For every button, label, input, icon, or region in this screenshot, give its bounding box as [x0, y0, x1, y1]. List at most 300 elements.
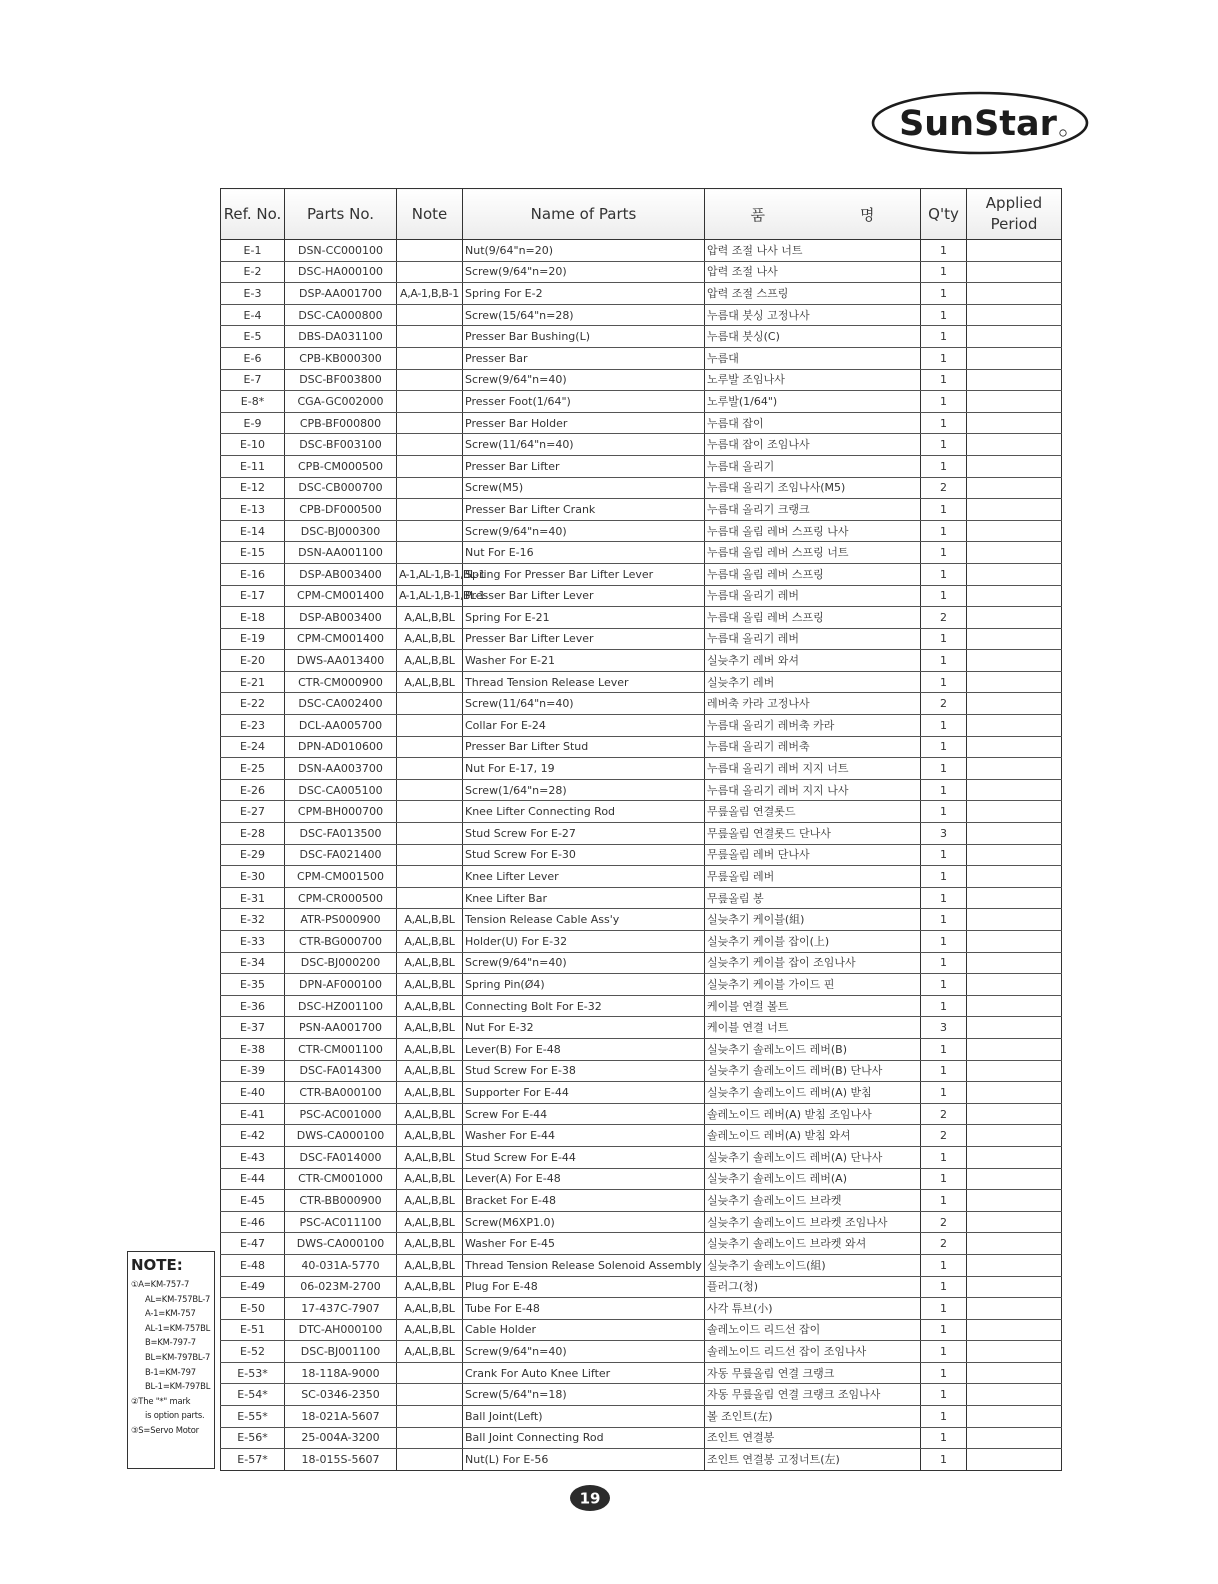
parts-no-cell: CPM-CM001400	[285, 628, 397, 650]
part-name-cell: Screw(9/64"n=40)	[463, 369, 705, 391]
note-cell: A,AL,B,BL	[397, 995, 463, 1017]
part-name-cell: Knee Lifter Connecting Rod	[463, 801, 705, 823]
note-cell: A,AL,B,BL	[397, 628, 463, 650]
part-name-cell: Holder(U) For E-32	[463, 931, 705, 953]
note-cell: A,AL,B,BL	[397, 671, 463, 693]
applied-period-cell	[967, 1427, 1062, 1449]
parts-no-cell: CPB-KB000300	[285, 347, 397, 369]
part-name-cell: Ball Joint Connecting Rod	[463, 1427, 705, 1449]
applied-period-cell	[967, 909, 1062, 931]
part-name-cell: Presser Bar Lifter	[463, 455, 705, 477]
qty-cell: 1	[921, 1060, 967, 1082]
korean-name-cell: 자동 무릎올림 연결 크랭크	[705, 1362, 921, 1384]
note-cell: A,AL,B,BL	[397, 974, 463, 996]
table-row	[221, 1449, 1062, 1471]
qty-cell: 1	[921, 412, 967, 434]
qty-cell: 1	[921, 369, 967, 391]
ref-no-cell: E-40	[221, 1082, 285, 1104]
table-row	[221, 693, 1062, 715]
table-row	[221, 240, 1062, 262]
applied-period-cell	[967, 1254, 1062, 1276]
table-row	[221, 909, 1062, 931]
note-box	[127, 1251, 215, 1469]
parts-no-cell: DSC-HA000100	[285, 261, 397, 283]
qty-cell: 1	[921, 628, 967, 650]
table-row	[221, 412, 1062, 434]
part-name-cell: Cable Holder	[463, 1319, 705, 1341]
table-row	[221, 887, 1062, 909]
part-name-cell: Presser Bar Lifter Crank	[463, 499, 705, 521]
applied-period-cell	[967, 261, 1062, 283]
parts-no-cell: 40-031A-5770	[285, 1254, 397, 1276]
applied-period-cell	[967, 1038, 1062, 1060]
part-name-cell: Nut For E-32	[463, 1017, 705, 1039]
korean-name-cell: 무릎올림 연결롯드 단나사	[705, 823, 921, 845]
note-cell: A-1,AL-1,B-1,BL-1	[397, 563, 463, 585]
note-line: ①A=KM-757-7	[131, 1279, 190, 1289]
qty-cell: 1	[921, 1341, 967, 1363]
part-name-cell: Stud Screw For E-27	[463, 823, 705, 845]
note-cell: A,AL,B,BL	[397, 1190, 463, 1212]
part-name-cell: Thread Tension Release Lever	[463, 671, 705, 693]
note-cell	[397, 866, 463, 888]
qty-cell: 1	[921, 1449, 967, 1471]
note-cell: A,AL,B,BL	[397, 1060, 463, 1082]
ref-no-cell: E-51	[221, 1319, 285, 1341]
table-row	[221, 974, 1062, 996]
table-row	[221, 434, 1062, 456]
note-cell: A,AL,B,BL	[397, 1319, 463, 1341]
applied-period-cell	[967, 693, 1062, 715]
applied-period-cell	[967, 1362, 1062, 1384]
korean-name-cell: 노루발(1/64")	[705, 391, 921, 413]
korean-name-cell: 압력 조절 스프링	[705, 283, 921, 305]
applied-period-cell	[967, 542, 1062, 564]
table-row	[221, 1362, 1062, 1384]
table-row	[221, 1190, 1062, 1212]
note-title: NOTE:	[131, 1256, 183, 1274]
part-name-cell: Ball Joint(Left)	[463, 1406, 705, 1428]
part-name-cell: Presser Bar Bushing(L)	[463, 326, 705, 348]
table-row	[221, 758, 1062, 780]
korean-name-cell: 케이블 연결 너트	[705, 1017, 921, 1039]
note-cell	[397, 1427, 463, 1449]
table-row	[221, 1254, 1062, 1276]
note-cell: A,AL,B,BL	[397, 1341, 463, 1363]
table-row	[221, 952, 1062, 974]
note-cell	[397, 1449, 463, 1471]
ref-no-cell: E-52	[221, 1341, 285, 1363]
part-name-cell: Stud Screw For E-44	[463, 1146, 705, 1168]
parts-no-cell: DSC-FA021400	[285, 844, 397, 866]
qty-cell: 1	[921, 909, 967, 931]
table-row	[221, 585, 1062, 607]
korean-name-cell: 누름대 올리기 레버축	[705, 736, 921, 758]
applied-period-cell	[967, 1017, 1062, 1039]
qty-cell: 1	[921, 995, 967, 1017]
part-name-cell: Washer For E-44	[463, 1125, 705, 1147]
applied-period-cell	[967, 974, 1062, 996]
note-cell	[397, 240, 463, 262]
qty-cell: 1	[921, 1146, 967, 1168]
part-name-cell: Nut For E-16	[463, 542, 705, 564]
ref-no-cell: E-9	[221, 412, 285, 434]
part-name-cell: Presser Bar Holder	[463, 412, 705, 434]
table-row	[221, 1017, 1062, 1039]
ref-no-cell: E-36	[221, 995, 285, 1017]
parts-no-cell: DSC-FA014300	[285, 1060, 397, 1082]
part-name-cell: Screw(M6XP1.0)	[463, 1211, 705, 1233]
ref-no-cell: E-13	[221, 499, 285, 521]
parts-no-cell: DBS-DA031100	[285, 326, 397, 348]
qty-cell: 2	[921, 1211, 967, 1233]
parts-no-cell: DSP-AA001700	[285, 283, 397, 305]
note-cell: A,AL,B,BL	[397, 952, 463, 974]
qty-cell: 1	[921, 391, 967, 413]
note-line: B-1=KM-797	[145, 1366, 196, 1377]
parts-no-cell: DSC-CA000800	[285, 304, 397, 326]
qty-cell: 1	[921, 520, 967, 542]
ref-no-cell: E-10	[221, 434, 285, 456]
table-row	[221, 520, 1062, 542]
parts-no-cell: DSC-BJ000200	[285, 952, 397, 974]
qty-cell: 1	[921, 283, 967, 305]
table-row	[221, 671, 1062, 693]
note-cell: A,AL,B,BL	[397, 1254, 463, 1276]
part-name-cell: Screw(11/64"n=40)	[463, 693, 705, 715]
parts-no-cell: CPM-CM001500	[285, 866, 397, 888]
note-cell: A,A-1,B,B-1	[397, 283, 463, 305]
qty-cell: 1	[921, 1082, 967, 1104]
table-row	[221, 499, 1062, 521]
table-row	[221, 1427, 1062, 1449]
note-line: ③S=Servo Motor	[131, 1424, 199, 1435]
note-line: AL=KM-757BL-7	[145, 1293, 211, 1304]
ref-no-cell: E-48	[221, 1254, 285, 1276]
parts-no-cell: PSC-AC011100	[285, 1211, 397, 1233]
qty-cell: 2	[921, 693, 967, 715]
qty-cell: 2	[921, 1103, 967, 1125]
table-row	[221, 1211, 1062, 1233]
applied-period-cell	[967, 758, 1062, 780]
part-name-cell: Crank For Auto Knee Lifter	[463, 1362, 705, 1384]
korean-name-cell: 솔레노이드 레버(A) 받침 조임나사	[705, 1103, 921, 1125]
applied-period-cell	[967, 844, 1062, 866]
header-note: Note	[397, 189, 463, 240]
applied-period-cell	[967, 1125, 1062, 1147]
applied-period-cell	[967, 1298, 1062, 1320]
note-cell: A,AL,B,BL	[397, 1233, 463, 1255]
note-line: ②The "*" mark	[131, 1395, 191, 1406]
table-row	[221, 1060, 1062, 1082]
parts-no-cell: CTR-BA000100	[285, 1082, 397, 1104]
ref-no-cell: E-37	[221, 1017, 285, 1039]
korean-name-cell: 누름대 붓싱(C)	[705, 326, 921, 348]
ref-no-cell: E-41	[221, 1103, 285, 1125]
parts-no-cell: 18-118A-9000	[285, 1362, 397, 1384]
ref-no-cell: E-43	[221, 1146, 285, 1168]
part-name-cell: Spring For E-2	[463, 283, 705, 305]
note-cell	[397, 736, 463, 758]
korean-name-cell: 사각 튜브(小)	[705, 1298, 921, 1320]
table-row	[221, 715, 1062, 737]
note-cell	[397, 477, 463, 499]
korean-name-cell: 누름대 올리기 레버축 카라	[705, 715, 921, 737]
korean-name-cell: 압력 조절 나사	[705, 261, 921, 283]
applied-period-cell	[967, 1082, 1062, 1104]
part-name-cell: Presser Bar	[463, 347, 705, 369]
korean-name-cell: 실늦추기 케이블 가이드 핀	[705, 974, 921, 996]
applied-period-cell	[967, 801, 1062, 823]
table-row	[221, 1341, 1062, 1363]
ref-no-cell: E-57*	[221, 1449, 285, 1471]
ref-no-cell: E-18	[221, 607, 285, 629]
korean-name-cell: 실늦추기 솔레노이드 브라켓 조임나사	[705, 1211, 921, 1233]
part-name-cell: Screw(15/64"n=28)	[463, 304, 705, 326]
part-name-cell: Bracket For E-48	[463, 1190, 705, 1212]
ref-no-cell: E-32	[221, 909, 285, 931]
qty-cell: 1	[921, 779, 967, 801]
korean-name-cell: 누름대	[705, 347, 921, 369]
qty-cell: 1	[921, 1319, 967, 1341]
qty-cell: 2	[921, 1233, 967, 1255]
table-row	[221, 391, 1062, 413]
parts-no-cell: DSC-HZ001100	[285, 995, 397, 1017]
table-row	[221, 628, 1062, 650]
parts-no-cell: PSN-AA001700	[285, 1017, 397, 1039]
ref-no-cell: E-17	[221, 585, 285, 607]
parts-no-cell: CTR-CM000900	[285, 671, 397, 693]
korean-name-cell: 누름대 잡이 조임나사	[705, 434, 921, 456]
ref-no-cell: E-50	[221, 1298, 285, 1320]
applied-period-cell	[967, 1211, 1062, 1233]
note-cell: A,AL,B,BL	[397, 1276, 463, 1298]
part-name-cell: Presser Foot(1/64")	[463, 391, 705, 413]
applied-period-cell	[967, 455, 1062, 477]
table-row	[221, 995, 1062, 1017]
table-row	[221, 347, 1062, 369]
table-row	[221, 1168, 1062, 1190]
note-cell	[397, 758, 463, 780]
part-name-cell: Nut(9/64"n=20)	[463, 240, 705, 262]
korean-name-cell: 실늦추기 솔레노이드(組)	[705, 1254, 921, 1276]
part-name-cell: Nut For E-17, 19	[463, 758, 705, 780]
table-row	[221, 326, 1062, 348]
qty-cell: 1	[921, 304, 967, 326]
table-row	[221, 563, 1062, 585]
ref-no-cell: E-38	[221, 1038, 285, 1060]
qty-cell: 2	[921, 477, 967, 499]
ref-no-cell: E-29	[221, 844, 285, 866]
note-cell	[397, 261, 463, 283]
note-cell	[397, 1362, 463, 1384]
note-cell	[397, 844, 463, 866]
applied-period-cell	[967, 477, 1062, 499]
ref-no-cell: E-24	[221, 736, 285, 758]
qty-cell: 3	[921, 823, 967, 845]
note-cell: A,AL,B,BL	[397, 1103, 463, 1125]
korean-name-cell: 누름대 올리기 레버	[705, 628, 921, 650]
table-body	[221, 240, 1062, 1471]
part-name-cell: Presser Bar Lifter Lever	[463, 585, 705, 607]
note-line: B=KM-797-7	[145, 1337, 196, 1348]
note-cell	[397, 693, 463, 715]
parts-no-cell: DSC-BF003100	[285, 434, 397, 456]
korean-name-cell: 누름대 올림 레버 스프링	[705, 607, 921, 629]
applied-period-cell	[967, 369, 1062, 391]
header-period: Period	[990, 215, 1038, 233]
ref-no-cell: E-4	[221, 304, 285, 326]
parts-table	[220, 188, 1062, 1471]
applied-period-cell	[967, 1168, 1062, 1190]
header-name-of-parts: Name of Parts	[463, 189, 705, 240]
korean-name-cell: 누름대 붓싱 고정나사	[705, 304, 921, 326]
note-cell	[397, 369, 463, 391]
korean-name-cell: 누름대 올리기 레버	[705, 585, 921, 607]
applied-period-cell	[967, 1233, 1062, 1255]
part-name-cell: Thread Tension Release Solenoid Assembly	[463, 1254, 705, 1276]
note-cell	[397, 391, 463, 413]
table-row	[221, 455, 1062, 477]
page-number-badge	[568, 1484, 612, 1512]
part-name-cell: Knee Lifter Lever	[463, 866, 705, 888]
part-name-cell: Connecting Bolt For E-32	[463, 995, 705, 1017]
applied-period-cell	[967, 434, 1062, 456]
parts-no-cell: CPM-CM001400	[285, 585, 397, 607]
note-lines	[131, 1277, 211, 1438]
part-name-cell: Lever(B) For E-48	[463, 1038, 705, 1060]
korean-name-cell: 무릎올림 봉	[705, 887, 921, 909]
korean-name-cell: 누름대 올림 레버 스프링 너트	[705, 542, 921, 564]
table-row	[221, 931, 1062, 953]
ref-no-cell: E-34	[221, 952, 285, 974]
korean-name-cell: 누름대 올리기	[705, 455, 921, 477]
applied-period-cell	[967, 736, 1062, 758]
ref-no-cell: E-8*	[221, 391, 285, 413]
qty-cell: 1	[921, 1190, 967, 1212]
korean-name-cell: 실늦추기 솔레노이드 레버(A) 단나사	[705, 1146, 921, 1168]
qty-cell: 1	[921, 974, 967, 996]
ref-no-cell: E-19	[221, 628, 285, 650]
ref-no-cell: E-44	[221, 1168, 285, 1190]
table-row	[221, 477, 1062, 499]
korean-name-cell: 노루발 조임나사	[705, 369, 921, 391]
table-row	[221, 779, 1062, 801]
ref-no-cell: E-25	[221, 758, 285, 780]
qty-cell: 1	[921, 1406, 967, 1428]
qty-cell: 1	[921, 434, 967, 456]
parts-no-cell: DSC-BF003800	[285, 369, 397, 391]
korean-name-cell: 누름대 올리기 크랭크	[705, 499, 921, 521]
table-row	[221, 369, 1062, 391]
korean-name-cell: 누름대 올림 레버 스프링 나사	[705, 520, 921, 542]
ref-no-cell: E-23	[221, 715, 285, 737]
table-row	[221, 650, 1062, 672]
qty-cell: 1	[921, 1168, 967, 1190]
part-name-cell: Presser Bar Lifter Lever	[463, 628, 705, 650]
parts-no-cell: DWS-CA000100	[285, 1233, 397, 1255]
applied-period-cell	[967, 391, 1062, 413]
qty-cell: 2	[921, 1125, 967, 1147]
part-name-cell: Plug For E-48	[463, 1276, 705, 1298]
korean-name-cell: 실늦추기 솔레노이드 레버(B) 단나사	[705, 1060, 921, 1082]
ref-no-cell: E-56*	[221, 1427, 285, 1449]
applied-period-cell	[967, 1103, 1062, 1125]
note-cell	[397, 434, 463, 456]
note-cell: A,AL,B,BL	[397, 1125, 463, 1147]
part-name-cell: Screw(9/64"n=20)	[463, 261, 705, 283]
parts-no-cell: DSC-FA014000	[285, 1146, 397, 1168]
applied-period-cell	[967, 412, 1062, 434]
note-cell: A,AL,B,BL	[397, 1146, 463, 1168]
note-cell	[397, 455, 463, 477]
korean-name-cell: 실늦추기 케이블 잡이(上)	[705, 931, 921, 953]
korean-name-cell: 실늦추기 솔레노이드 레버(A)	[705, 1168, 921, 1190]
korean-name-cell: 실늦추기 레버 와셔	[705, 650, 921, 672]
korean-name-cell: 실늦추기 솔레노이드 브라켓 와셔	[705, 1233, 921, 1255]
qty-cell: 1	[921, 758, 967, 780]
korean-name-cell: 플러그(청)	[705, 1276, 921, 1298]
part-name-cell: Stud Screw For E-38	[463, 1060, 705, 1082]
ref-no-cell: E-47	[221, 1233, 285, 1255]
note-cell	[397, 715, 463, 737]
korean-name-cell: 무릎올림 레버 단나사	[705, 844, 921, 866]
parts-no-cell: CPB-CM000500	[285, 455, 397, 477]
part-name-cell: Stud Screw For E-30	[463, 844, 705, 866]
table-row	[221, 823, 1062, 845]
korean-name-cell: 압력 조절 나사 너트	[705, 240, 921, 262]
note-cell: A,AL,B,BL	[397, 650, 463, 672]
qty-cell: 1	[921, 1427, 967, 1449]
header-ref-no: Ref. No.	[221, 189, 285, 240]
ref-no-cell: E-28	[221, 823, 285, 845]
table-row	[221, 844, 1062, 866]
qty-cell: 1	[921, 326, 967, 348]
qty-cell: 1	[921, 931, 967, 953]
parts-no-cell: 18-015S-5607	[285, 1449, 397, 1471]
part-name-cell: Supporter For E-44	[463, 1082, 705, 1104]
table-row	[221, 261, 1062, 283]
note-cell: A,AL,B,BL	[397, 909, 463, 931]
parts-no-cell: CTR-BB000900	[285, 1190, 397, 1212]
part-name-cell: Knee Lifter Bar	[463, 887, 705, 909]
ref-no-cell: E-11	[221, 455, 285, 477]
applied-period-cell	[967, 823, 1062, 845]
qty-cell: 1	[921, 1038, 967, 1060]
ref-no-cell: E-1	[221, 240, 285, 262]
note-cell	[397, 542, 463, 564]
applied-period-cell	[967, 887, 1062, 909]
table-row	[221, 801, 1062, 823]
table-row	[221, 607, 1062, 629]
korean-name-cell: 조인트 연결봉	[705, 1427, 921, 1449]
applied-period-cell	[967, 866, 1062, 888]
parts-no-cell: SC-0346-2350	[285, 1384, 397, 1406]
parts-no-cell: PSC-AC001000	[285, 1103, 397, 1125]
ref-no-cell: E-3	[221, 283, 285, 305]
note-cell	[397, 347, 463, 369]
part-name-cell: Spring For E-21	[463, 607, 705, 629]
parts-no-cell: DWS-AA013400	[285, 650, 397, 672]
note-line: AL-1=KM-757BL	[145, 1322, 211, 1333]
parts-no-cell: CGA-GC002000	[285, 391, 397, 413]
qty-cell: 1	[921, 671, 967, 693]
ref-no-cell: E-35	[221, 974, 285, 996]
korean-name-cell: 누름대 올리기 레버 지지 너트	[705, 758, 921, 780]
ref-no-cell: E-30	[221, 866, 285, 888]
note-line: BL-1=KM-797BL	[145, 1381, 211, 1392]
korean-name-cell: 누름대 잡이	[705, 412, 921, 434]
